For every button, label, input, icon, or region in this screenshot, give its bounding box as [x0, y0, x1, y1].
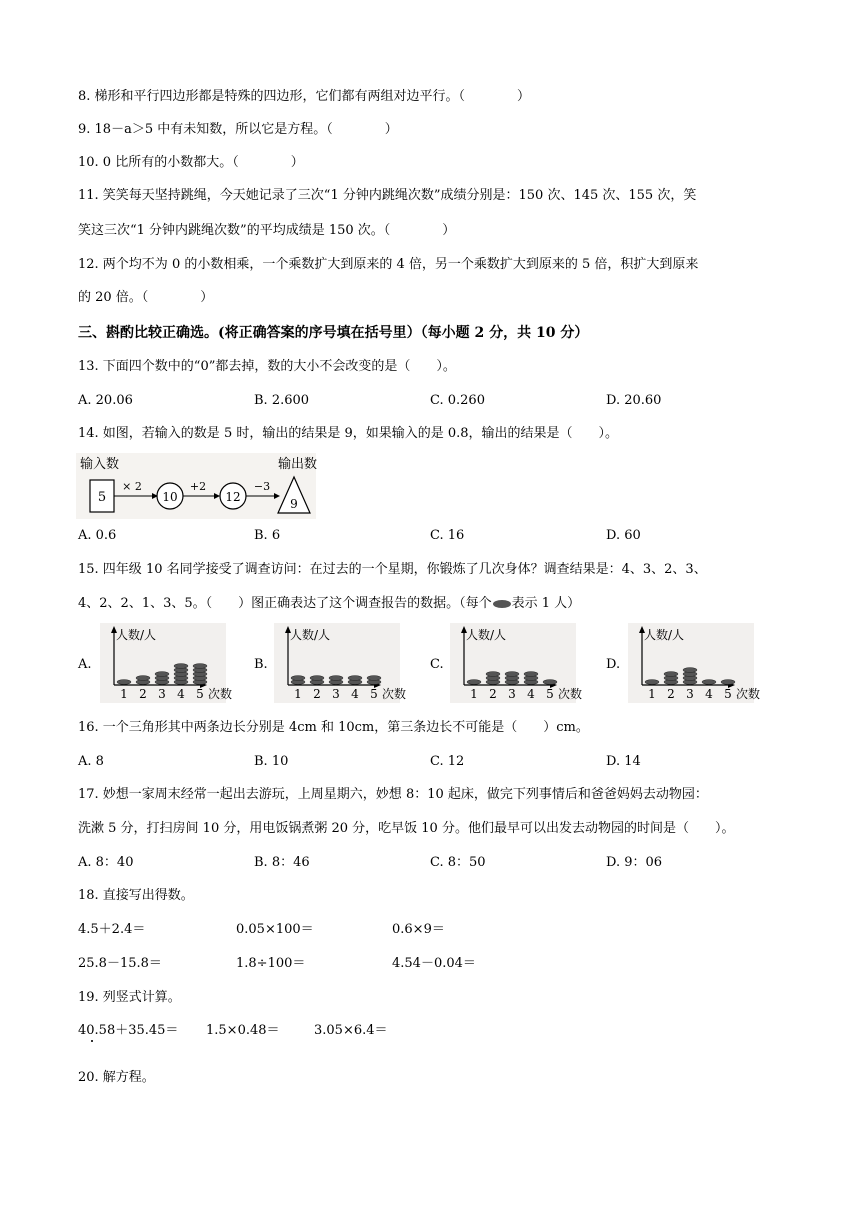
flow-op2: +2 [189, 480, 207, 493]
q16-option-b: B. 10 [254, 754, 289, 769]
q18-item: 0.6×9＝ [392, 922, 445, 937]
data-chip [543, 680, 557, 685]
question-9: 9. 18－a＞5 中有未知数，所以它是方程。（ ） [78, 122, 398, 137]
q15-chart-b [274, 623, 407, 703]
x-tick-label: 1 [648, 687, 656, 701]
x-tick-label: 1 [120, 687, 128, 701]
q15-chart-c [450, 623, 583, 703]
y-axis-label: 人数/人 [644, 628, 685, 642]
flow-output-label: 输出数 [278, 457, 318, 472]
q17-option-a: A. 8：40 [78, 855, 134, 870]
x-axis-label: 次数 [208, 687, 233, 701]
q18-item: 4.54－0.04＝ [392, 956, 476, 971]
data-chip [348, 676, 362, 681]
y-axis-label: 人数/人 [116, 628, 157, 642]
q13-option-c: C. 0.260 [430, 393, 485, 408]
x-tick-label: 5 [724, 687, 732, 701]
q15-legend-suffix: 表示 1 人） [511, 596, 581, 611]
x-tick-label: 1 [294, 687, 302, 701]
q14-option-a: A. 0.6 [78, 528, 117, 543]
flow-op3: −3 [253, 480, 271, 493]
question-20: 20. 解方程。 [78, 1070, 155, 1085]
q19-item: 3.05×6.4＝ [314, 1023, 388, 1038]
x-tick-label: 3 [158, 687, 166, 701]
question-8: 8. 梯形和平行四边形都是特殊的四边形，它们都有两组对边平行。（ ） [78, 89, 531, 104]
q15-text: 4、2、2、1、3、5。（ ）图正确表达了这个调查报告的数据。（每个 [78, 596, 492, 611]
data-chip [193, 664, 207, 669]
x-tick-label: 2 [489, 687, 497, 701]
question-10: 10. 0 比所有的小数都大。（ ） [78, 155, 304, 170]
q16-option-a: A. 8 [78, 754, 104, 769]
data-chip [310, 676, 324, 681]
data-chip [329, 676, 343, 681]
question-18: 18. 直接写出得数。 [78, 888, 194, 903]
x-tick-label: 2 [313, 687, 321, 701]
flow-output-value: 9 [290, 497, 298, 511]
y-axis-label: 人数/人 [290, 628, 331, 642]
question-14: 14. 如图，若输入的数是 5 时，输出的结果是 9，如果输入的是 0.8，输出的结果是（ ）。 [78, 426, 619, 441]
data-chip [486, 672, 500, 677]
q13-option-b: B. 2.600 [254, 393, 310, 408]
x-axis-label: 次数 [558, 687, 583, 701]
q19-item: 1.5×0.48＝ [206, 1023, 280, 1038]
q19-item: 40.58＋35.45＝ [78, 1023, 179, 1038]
stray-dot [91, 1040, 93, 1042]
q15-chart-c-letter: C. [430, 657, 444, 672]
data-chip [683, 668, 697, 673]
question-15-line1: 15. 四年级 10 名同学接受了调查访问：在过去的一个星期，你锻炼了几次身体？调查结果是：4、3、2、3、 [78, 562, 707, 577]
chip-marker-icon [492, 599, 512, 609]
data-chip [702, 680, 716, 685]
data-chip [645, 680, 659, 685]
flow-input-label: 输入数 [80, 457, 120, 472]
q17-option-c: C. 8：50 [430, 855, 486, 870]
q15-chart-a [100, 623, 233, 703]
flow-value-1: 10 [162, 490, 178, 504]
q15-chart-a-letter: A. [78, 657, 92, 672]
x-tick-label: 1 [470, 687, 478, 701]
q18-item: 25.8－15.8＝ [78, 956, 162, 971]
data-chip [174, 664, 188, 669]
x-tick-label: 5 [196, 687, 204, 701]
q15-chart-d [628, 623, 761, 703]
question-12-line2: 的 20 倍。（ ） [78, 290, 214, 305]
x-tick-label: 3 [332, 687, 340, 701]
q18-item: 4.5＋2.4＝ [78, 922, 146, 937]
data-chip [467, 680, 481, 685]
q13-option-d: D. 20.60 [606, 393, 662, 408]
question-19: 19. 列竖式计算。 [78, 990, 181, 1005]
data-chip [524, 672, 538, 677]
section-3-heading: 三、斟酌比较正确选。(将正确答案的序号填在括号里）（每小题 2 分，共 10 分） [78, 325, 589, 341]
x-tick-label: 2 [667, 687, 675, 701]
data-chip [117, 680, 131, 685]
question-16: 16. 一个三角形其中两条边长分别是 4cm 和 10cm，第三条边长不可能是（ ）cm。 [78, 720, 589, 735]
x-tick-label: 4 [351, 687, 359, 701]
x-tick-label: 3 [686, 687, 694, 701]
question-15-line2 [78, 595, 580, 613]
x-tick-label: 5 [546, 687, 554, 701]
question-13: 13. 下面四个数中的“0”都去掉，数的大小不会改变的是（ ）。 [78, 359, 456, 374]
x-tick-label: 2 [139, 687, 147, 701]
data-chip [136, 676, 150, 681]
x-tick-label: 5 [370, 687, 378, 701]
question-17-line2: 洗漱 5 分，打扫房间 10 分，用电饭锅煮粥 20 分，吃早饭 10 分。他们最早可以出发去动物园的时间是（ ）。 [78, 821, 735, 836]
q14-option-d: D. 60 [606, 528, 641, 543]
x-tick-label: 4 [705, 687, 713, 701]
flow-input-value: 5 [97, 490, 107, 505]
data-chip [367, 676, 381, 681]
q17-option-b: B. 8：46 [254, 855, 310, 870]
data-chip [721, 680, 735, 685]
x-axis-label: 次数 [736, 687, 761, 701]
q15-chart-b-letter: B. [254, 657, 268, 672]
q17-option-d: D. 9：06 [606, 855, 663, 870]
question-17-line1: 17. 妙想一家周末经常一起出去游玩，上周星期六，妙想 8：10 起床，做完下列事情后和爸爸妈妈去动物园： [78, 787, 708, 802]
q15-chart-d-letter: D. [606, 657, 621, 672]
data-chip [505, 672, 519, 677]
question-11-line1: 11. 笑笑每天坚持跳绳，今天她记录了三次“1 分钟内跳绳次数”成绩分别是：150 次、145 次、155 次，笑 [78, 188, 697, 203]
x-tick-label: 4 [527, 687, 535, 701]
q16-option-d: D. 14 [606, 754, 641, 769]
q14-flowchart [76, 453, 316, 519]
x-axis-label: 次数 [382, 687, 407, 701]
q14-option-b: B. 6 [254, 528, 281, 543]
q18-item: 1.8÷100＝ [236, 956, 306, 971]
y-axis-label: 人数/人 [466, 628, 507, 642]
question-12-line1: 12. 两个均不为 0 的小数相乘，一个乘数扩大到原来的 4 倍，另一个乘数扩大到原来的 5 倍，积扩大到原来 [78, 257, 699, 272]
x-tick-label: 4 [177, 687, 185, 701]
q18-item: 0.05×100＝ [236, 922, 314, 937]
x-tick-label: 3 [508, 687, 516, 701]
q13-option-a: A. 20.06 [78, 393, 133, 408]
data-chip [155, 672, 169, 677]
q16-option-c: C. 12 [430, 754, 465, 769]
data-chip [291, 676, 305, 681]
flow-op1: × 2 [122, 480, 142, 493]
question-11-line2: 笑这三次“1 分钟内跳绳次数”的平均成绩是 150 次。（ ） [78, 223, 456, 238]
data-chip [664, 672, 678, 677]
flow-value-2: 12 [225, 490, 241, 504]
q14-option-c: C. 16 [430, 528, 465, 543]
